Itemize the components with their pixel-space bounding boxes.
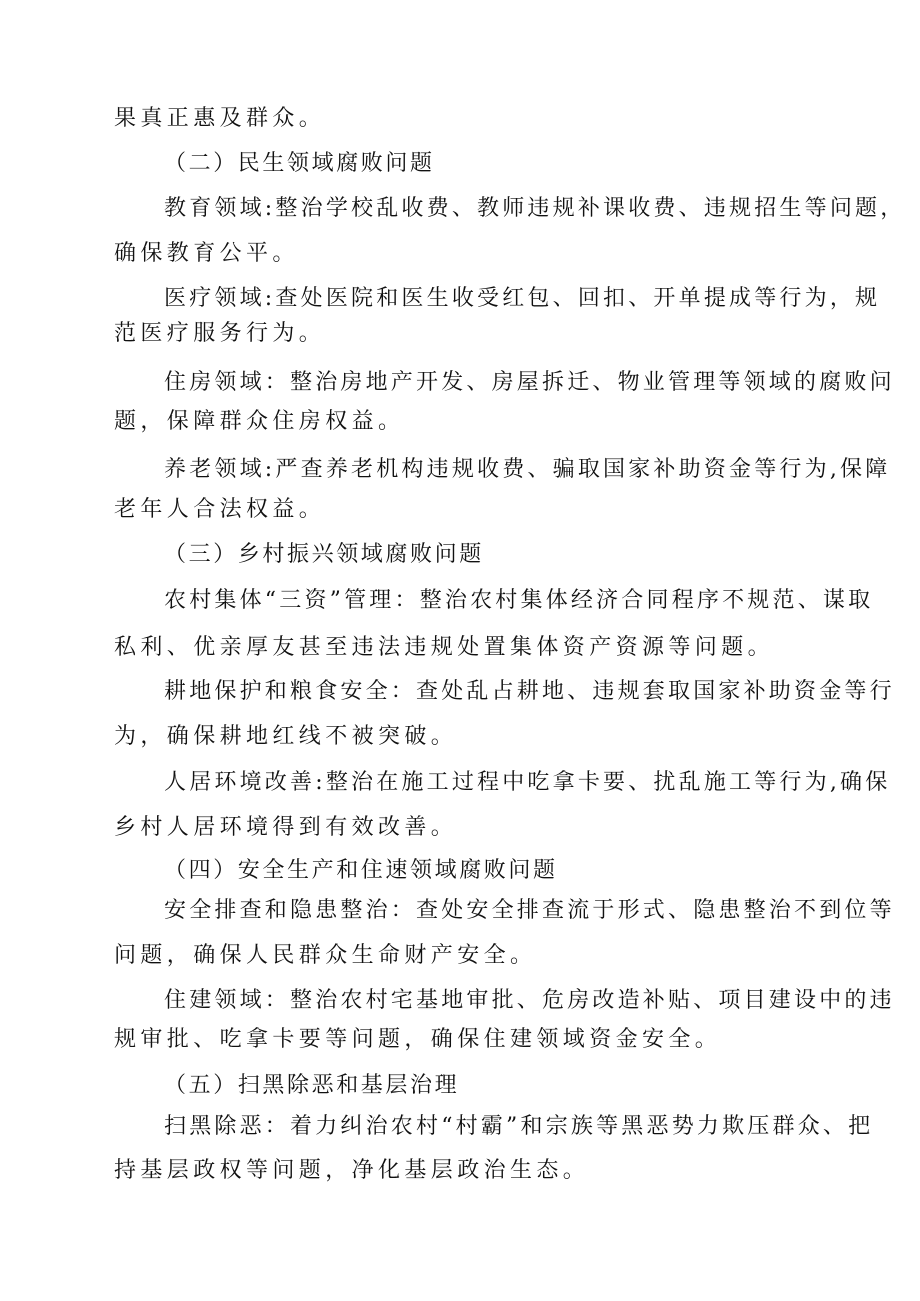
section-heading-2: （二）民生领域腐败问题	[164, 151, 435, 176]
paragraph-continuation-line: 果真正惠及群众。	[114, 106, 326, 131]
paragraph-education-line-2: 确保教育公平。	[114, 241, 299, 266]
section-heading-3: （三）乡村振兴领域腐败问题	[164, 542, 484, 567]
paragraph-medical-line-1: 医疗领域:查处医院和医生收受红包、回扣、开单提成等行为，规	[164, 286, 881, 311]
paragraph-living-environment-line-1: 人居环境改善:整治在施工过程中吃拿卡要、扰乱施工等行为,确保	[164, 770, 891, 795]
paragraph-elderly-line-2: 老年人合法权益。	[114, 497, 326, 522]
section-heading-4: （四）安全生产和住速领域腐败问题	[164, 858, 558, 883]
paragraph-farmland-line-1: 耕地保护和粮食安全：查处乱占耕地、违规套取国家补助资金等行	[164, 679, 895, 704]
paragraph-education-line-1: 教育领域:整治学校乱收费、教师违规补课收费、违规招生等问题，	[164, 196, 906, 221]
paragraph-elderly-line-1: 养老领域:严查养老机构违规收费、骗取国家补助资金等行为,保障	[164, 457, 891, 482]
paragraph-medical-line-2: 范医疗服务行为。	[114, 321, 326, 346]
paragraph-housing-line-1: 住房领域：整治房地产开发、房屋拆迁、物业管理等领域的腐败问	[164, 370, 895, 395]
paragraph-farmland-line-2: 为，确保耕地红线不被突破。	[114, 724, 458, 749]
paragraph-safety-line-1: 安全排查和隐患整治：查处安全排查流于形式、隐患整治不到位等	[164, 898, 895, 923]
section-heading-5: （五）扫黑除恶和基层治理	[164, 1073, 460, 1098]
paragraph-anti-crime-line-2: 持基层政权等问题，净化基层政治生态。	[114, 1158, 590, 1183]
paragraph-construction-line-1: 住建领域：整治农村宅基地审批、危房改造补贴、项目建设中的违	[164, 988, 895, 1013]
paragraph-safety-line-2: 问题，确保人民群众生命财产安全。	[114, 943, 537, 968]
paragraph-construction-line-2: 规审批、吃拿卡要等问题，确保住建领域资金安全。	[114, 1027, 722, 1052]
paragraph-anti-crime-line-1: 扫黑除恶：着力纠治农村“村霸”和宗族等黑恶势力欺压群众、把	[164, 1114, 874, 1139]
paragraph-housing-line-2: 题，保障群众住房权益。	[114, 409, 405, 434]
paragraph-rural-assets-line-2: 私利、优亲厚友甚至违法违规处置集体资产资源等问题。	[114, 635, 775, 660]
paragraph-living-environment-line-2: 乡村人居环境得到有效改善。	[114, 815, 458, 840]
paragraph-rural-assets-line-1: 农村集体“三资”管理：整治农村集体经济合同程序不规范、谋取	[164, 588, 874, 613]
